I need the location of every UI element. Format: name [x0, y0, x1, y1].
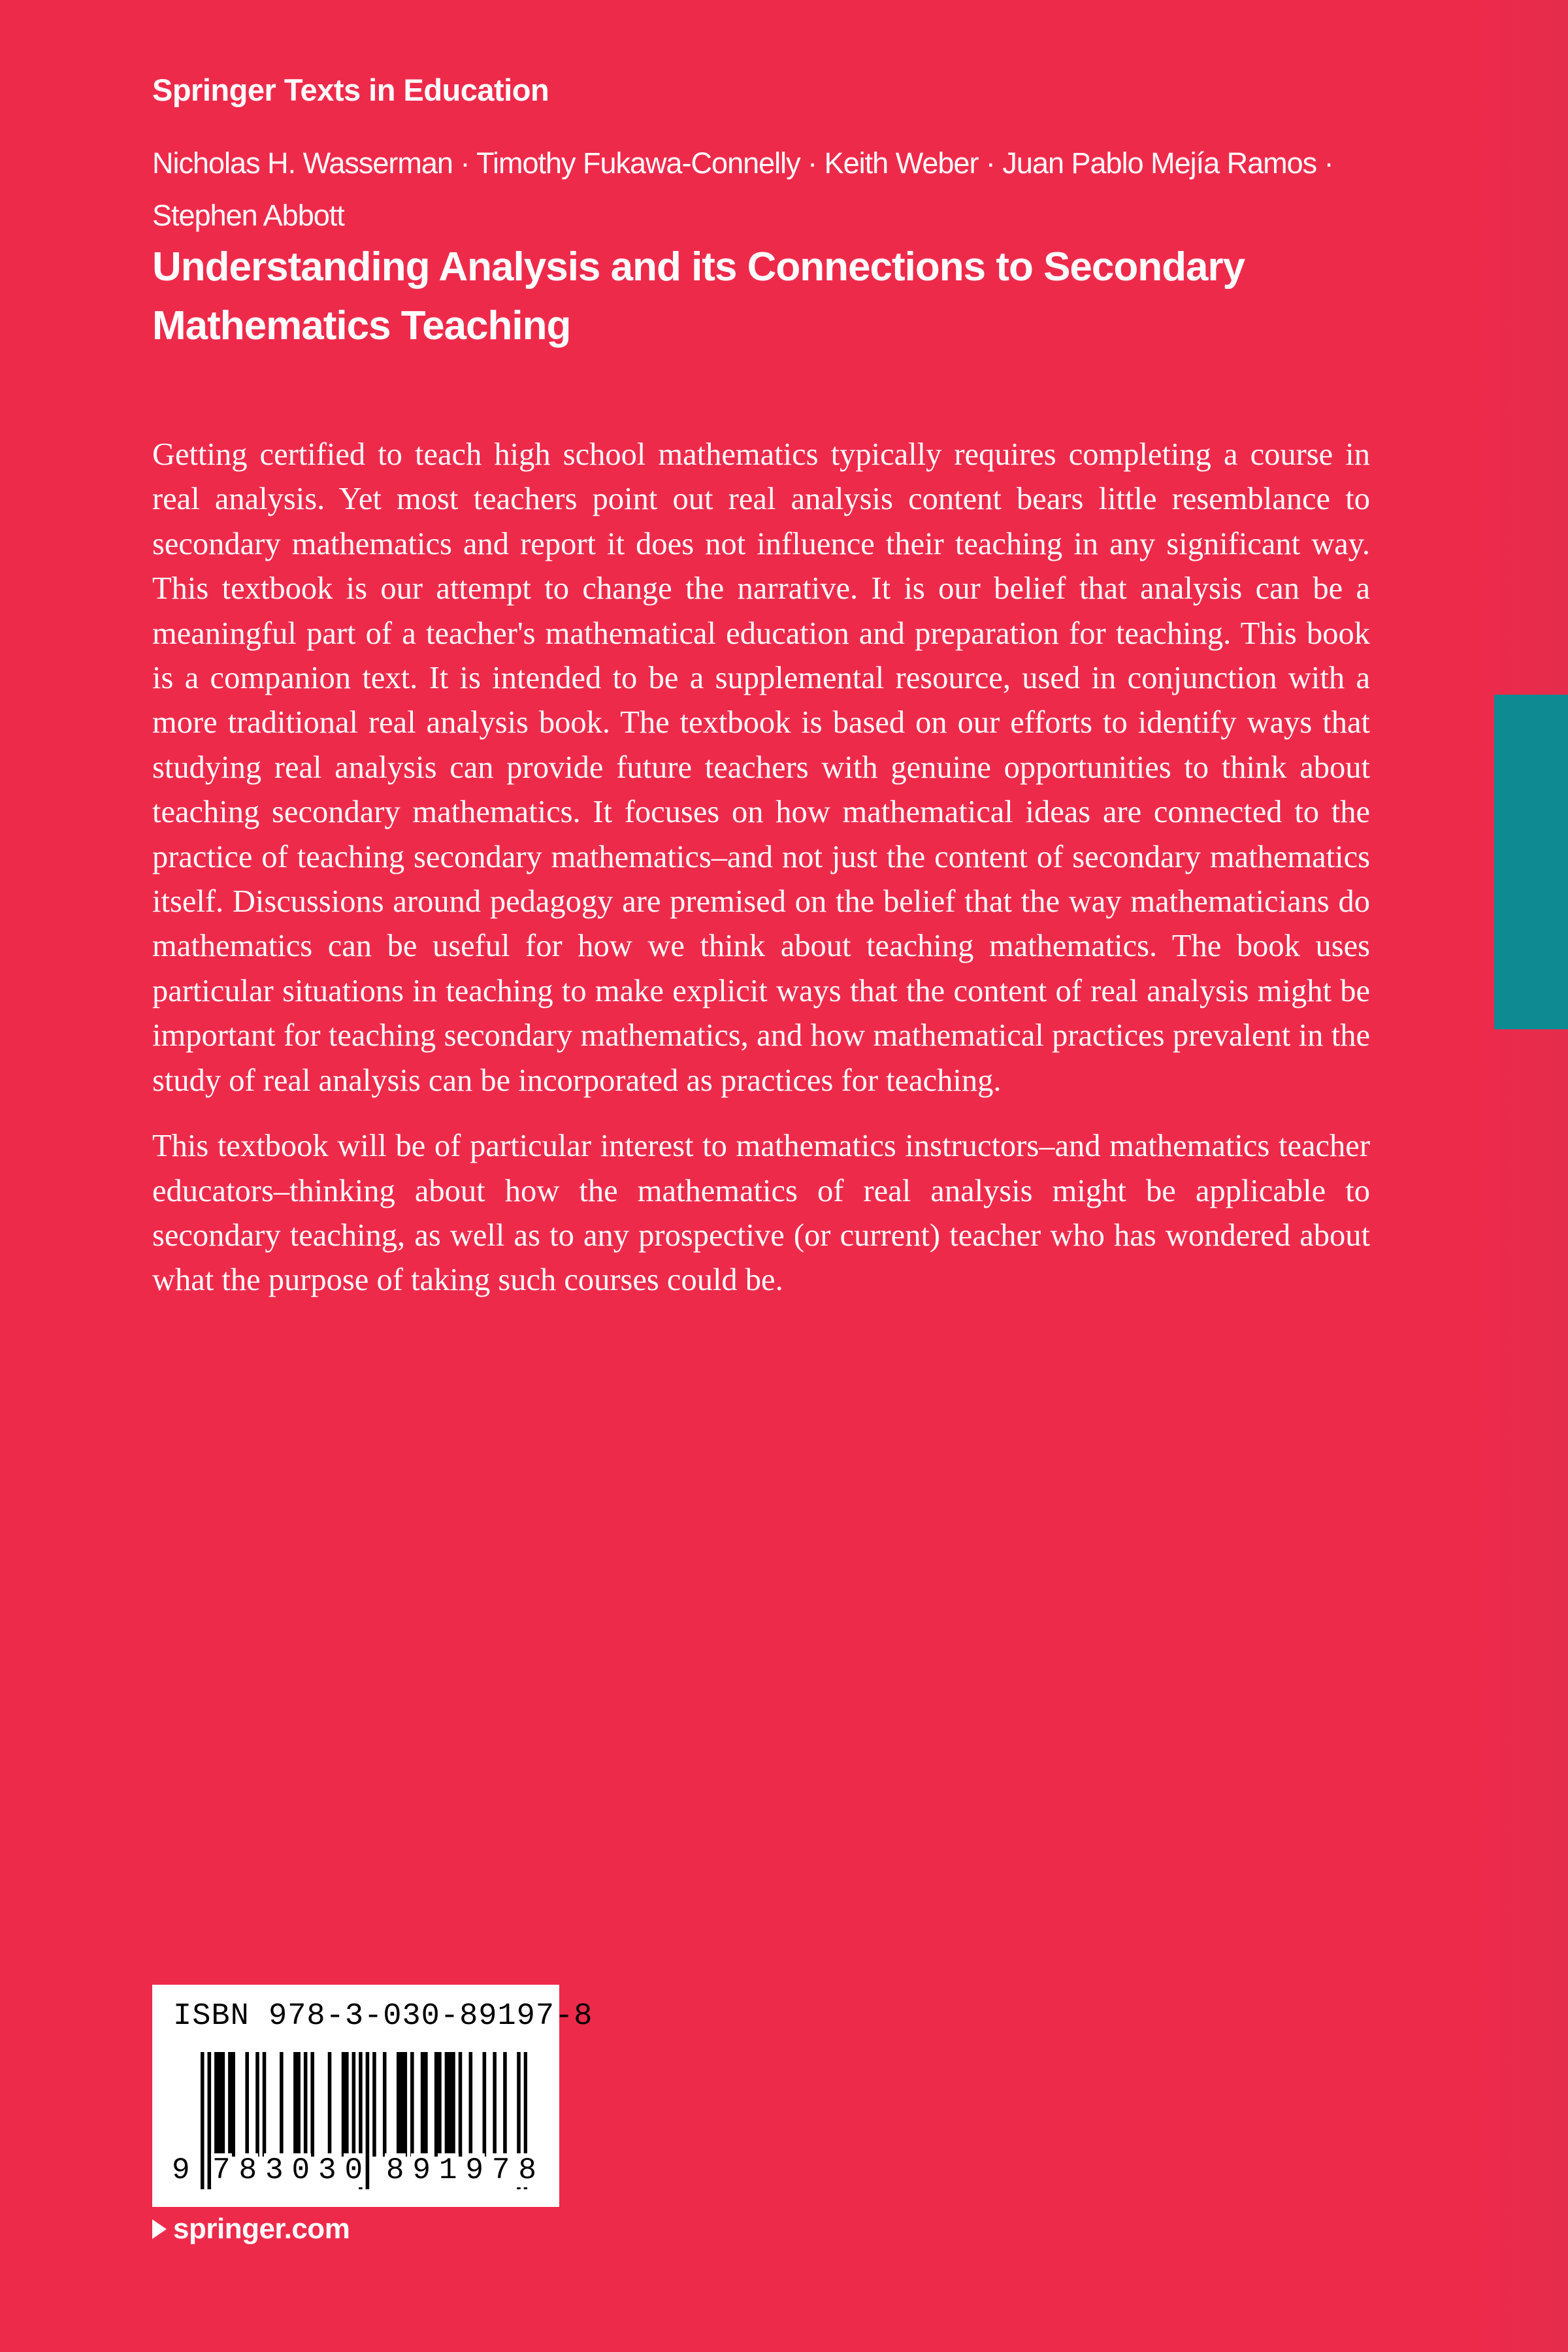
- barcode-bar: [459, 2052, 463, 2157]
- barcode-digit: 7: [491, 2153, 510, 2187]
- authors-line: Stephen Abbott: [152, 199, 344, 232]
- barcode-bar: [214, 2052, 218, 2157]
- barcode-bar: [421, 2052, 425, 2157]
- barcode-bar: [445, 2052, 449, 2157]
- barcode-bar: [451, 2052, 455, 2157]
- barcode-bar: [304, 2052, 308, 2157]
- barcode-bar: [293, 2052, 297, 2157]
- barcode-center-guard: [370, 2153, 379, 2187]
- barcode-digit: 8: [385, 2153, 404, 2187]
- barcode-bar: [424, 2052, 428, 2157]
- barcode-bar: [245, 2052, 249, 2157]
- play-triangle-icon: [152, 2219, 167, 2239]
- barcode-digit: 8: [238, 2153, 257, 2187]
- barcode-digit: 0: [291, 2153, 310, 2187]
- barcode-bar: [372, 2052, 376, 2157]
- barcode-digit: 8: [518, 2153, 536, 2187]
- barcode-bar: [438, 2052, 442, 2157]
- series-name: Springer Texts in Education: [152, 73, 549, 107]
- barcode-bar: [397, 2052, 400, 2157]
- barcode-bar: [503, 2052, 507, 2157]
- isbn-number: ISBN 978-3-030-89197-8: [173, 1999, 593, 2034]
- barcode-digits: [211, 2153, 538, 2187]
- barcode-bar: [310, 2052, 314, 2157]
- description-paragraph: Getting certified to teach high school mathematics typically requires completing a course in real analysis. Yet most teachers point out real analysis content bears little resemblance to secondary mathematics and report it does not influence their teaching in any significant way. This textbook is our attempt to change the narrative. It is our belief that analysis can be a meaningful part of a teacher's mathematical education and preparation for teaching. This book is a companion text. It is intended to be a supplemental resource, used in conjunction with a more traditional real analysis book. The textbook is based on our efforts to identify ways that studying real analysis can provide future teachers with genuine opportunities to think about teaching secondary mathematics. It focuses on how mathematical ideas are connected to the practice of teaching secondary mathematics–and not just the content of secondary mathematics itself. Discussions around pedagogy are premised on the belief that the way mathematicians do mathematics can be useful for how we think about teaching mathematics. The book uses particular situations in teaching to make explicit ways that the content of real analysis might be important for teaching secondary mathematics, and how mathematical practices prevalent in the study of real analysis can be incorporated as practices for teaching.: [152, 437, 1370, 1098]
- book-description: [152, 433, 1370, 1324]
- barcode-bar: [493, 2052, 497, 2157]
- barcode-bar: [255, 2052, 259, 2157]
- barcode-bar: [218, 2052, 221, 2157]
- barcode-digit: 9: [465, 2153, 483, 2187]
- barcode-bar: [221, 2052, 225, 2157]
- authors-line: Nicholas H. Wasserman · Timothy Fukawa-Connelly · Keith Weber · Juan Pablo Mejía Ramos ·: [152, 146, 1333, 180]
- barcode-bar: [342, 2052, 346, 2157]
- barcode-bar: [448, 2052, 452, 2157]
- description-paragraph: This textbook will be of particular interest to mathematics instructors–and mathematics teacher educators–thinking about how the mathematics of real analysis might be applicable to secondary teaching, as well as to any prospective (or current) teacher who has wondered about what the purpose of taking such courses could be.: [152, 1129, 1370, 1298]
- isbn-barcode-box: [152, 1985, 593, 2207]
- title-line: Understanding Analysis and its Connections to Secondary: [152, 244, 1245, 290]
- barcode-bar: [228, 2052, 232, 2157]
- barcode-digit: 1: [438, 2153, 457, 2187]
- barcode-bar: [345, 2052, 349, 2157]
- barcode-bar: [297, 2052, 301, 2157]
- barcode-lead-digit: 9: [172, 2153, 190, 2187]
- publisher-url[interactable]: springer.com: [173, 2213, 350, 2245]
- barcode-bar: [263, 2052, 267, 2157]
- book-title: [152, 238, 1263, 356]
- barcode-bar: [383, 2052, 387, 2157]
- barcode-digit: 9: [412, 2153, 431, 2187]
- barcode-bar: [469, 2052, 473, 2157]
- barcode-digit: 0: [344, 2153, 363, 2187]
- title-line: Mathematics Teaching: [152, 303, 571, 348]
- cover-edge-shading: [1477, 0, 1568, 2352]
- barcode-bar: [400, 2052, 404, 2157]
- publisher-link[interactable]: [152, 2213, 350, 2245]
- barcode-bar: [201, 2052, 204, 2189]
- barcode-digit: 3: [318, 2153, 336, 2187]
- barcode-bar: [328, 2052, 332, 2157]
- authors-list: [152, 137, 1394, 242]
- barcode-bar: [434, 2052, 438, 2157]
- barcode-bar: [410, 2052, 414, 2157]
- barcode-bar: [352, 2052, 356, 2157]
- barcode-bar: [483, 2052, 487, 2157]
- barcode-bar: [280, 2052, 284, 2157]
- barcode-digit: 7: [212, 2153, 231, 2187]
- barcode-bar: [404, 2052, 408, 2157]
- spine-color-tab: [1494, 695, 1568, 1029]
- barcode-bar: [231, 2052, 235, 2157]
- barcode-digit: 3: [265, 2153, 284, 2187]
